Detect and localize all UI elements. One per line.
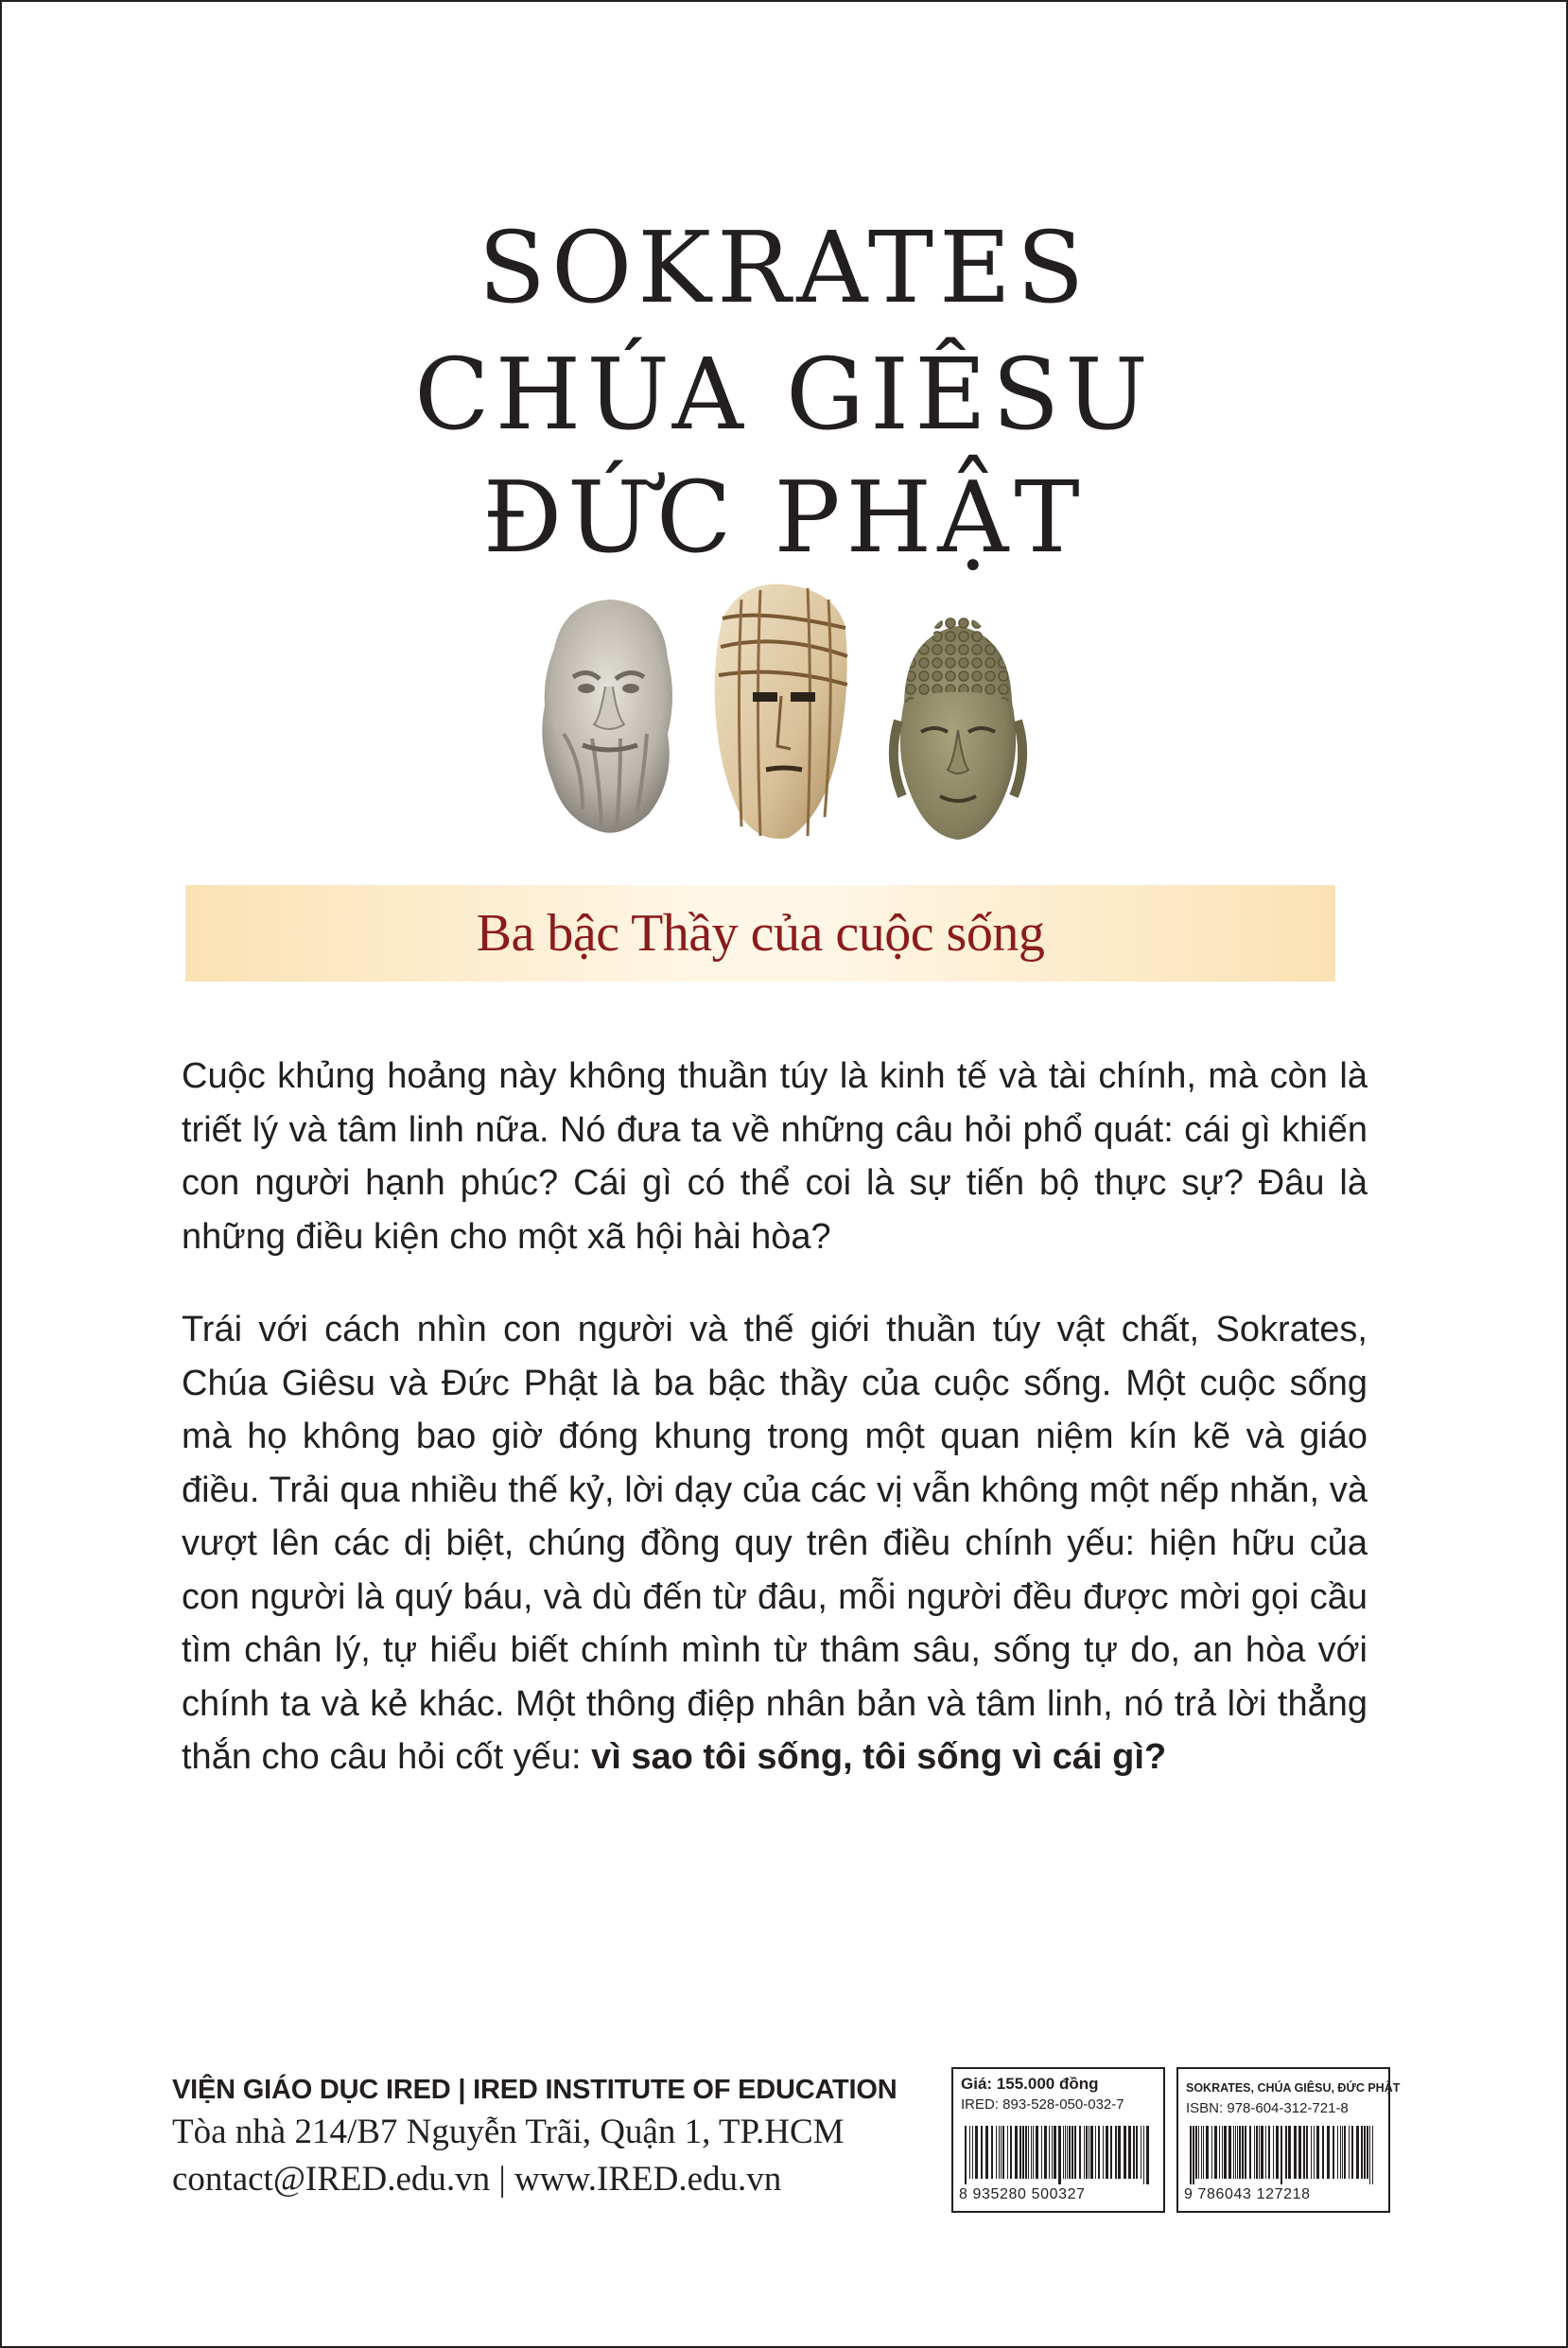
barcode-stripe (1124, 2126, 1126, 2179)
barcode-stripe (1316, 2126, 1319, 2179)
barcode-stripe (1128, 2126, 1131, 2179)
barcode-stripe (1002, 2126, 1004, 2179)
barcode-stripe (991, 2126, 993, 2179)
barcode-stripe (1235, 2126, 1236, 2179)
barcode-stripe (1198, 2126, 1199, 2179)
publisher-block (172, 2071, 929, 2203)
barcode-stripe (1206, 2126, 1209, 2179)
three-heads-illustration (0, 581, 1568, 845)
barcode-stripe (1367, 2126, 1368, 2179)
barcode-stripe (1372, 2126, 1373, 2184)
barcode-stripe (1268, 2126, 1270, 2179)
barcode-stripe (1028, 2126, 1029, 2179)
sokrates-bust-icon (526, 592, 687, 838)
barcode-stripe (1010, 2126, 1012, 2179)
barcode-stripe (1001, 2126, 1002, 2179)
barcode-stripe (972, 2126, 973, 2179)
barcode-stripe (1361, 2126, 1363, 2179)
subtitle-text: Ba bậc Thầy của cuộc sống (476, 904, 1045, 963)
barcode-stripe (1327, 2126, 1330, 2179)
barcode-stripe (1311, 2126, 1312, 2179)
barcode-digits: 9 786043 127218 (1184, 2186, 1311, 2202)
barcode-stripe (1256, 2126, 1258, 2179)
barcode-stripe (1041, 2126, 1042, 2179)
barcode-stripe (1031, 2126, 1032, 2179)
isbn-barcode (1176, 2067, 1401, 2213)
barcode-stripe (1007, 2126, 1008, 2179)
barcode-stripe (1069, 2126, 1071, 2179)
description-paragraph-2 (182, 1303, 1368, 1784)
price-label: Giá: 155.000 đồng (961, 2075, 1099, 2093)
barcode-stripe (1254, 2126, 1255, 2179)
barcode-stripe (965, 2126, 967, 2184)
barcode-stripe (1022, 2126, 1024, 2179)
barcode-bars-icon (1188, 2126, 1377, 2184)
barcode-stripe (1136, 2126, 1138, 2179)
barcode-stripe (981, 2126, 983, 2179)
barcode-stripe (1033, 2126, 1034, 2179)
barcode-stripe (1261, 2126, 1263, 2179)
barcode-stripe (1344, 2126, 1346, 2179)
barcode-stripe (1242, 2126, 1244, 2179)
publisher-address: Tòa nhà 214/B7 Nguyễn Trãi, Quận 1, TP.HCM (172, 2113, 845, 2151)
barcode-stripe (1106, 2126, 1108, 2179)
barcode-stripe (1281, 2126, 1282, 2184)
isbn-code: ISBN: 978-604-312-721-8 (1186, 2100, 1349, 2116)
buddha-stone-head-icon (878, 617, 1038, 844)
barcode-stripe (1079, 2126, 1081, 2179)
barcode-stripe (1058, 2126, 1061, 2184)
barcode-stripe (1237, 2126, 1238, 2179)
subtitle-banner (185, 885, 1335, 982)
barcode-stripe (1349, 2126, 1350, 2179)
barcode-stripe (1288, 2126, 1291, 2179)
barcode-stripe (1276, 2126, 1279, 2179)
barcode-stripe (1342, 2126, 1343, 2179)
barcode-stripe (1245, 2126, 1246, 2179)
barcode-stripe (1201, 2126, 1202, 2179)
barcode-stripe (1190, 2126, 1192, 2184)
barcode-stripe (1086, 2126, 1088, 2179)
paragraph-2-bold-question: vì sao tôi sống, tôi sống vì cái gì? (591, 1737, 1167, 1777)
barcode-stripe (1049, 2126, 1050, 2179)
barcode-stripe (1265, 2126, 1266, 2179)
barcode-digits: 8 935280 500327 (959, 2186, 1086, 2202)
barcode-stripe (999, 2126, 1000, 2179)
barcode-stripe (1219, 2126, 1220, 2179)
barcode-stripe (1044, 2126, 1047, 2179)
barcode-stripe (1294, 2126, 1297, 2179)
barcode-stripe (969, 2126, 970, 2179)
barcode-stripe (1364, 2126, 1366, 2179)
barcode-stripe (1195, 2126, 1197, 2179)
barcode-stripe (1025, 2126, 1027, 2179)
barcode-stripe (1052, 2126, 1053, 2179)
barcode-stripe (1224, 2126, 1227, 2179)
barcode-stripe (1098, 2126, 1100, 2179)
barcode-stripe (1298, 2126, 1301, 2179)
barcode-stripe (1115, 2126, 1117, 2179)
barcode-stripe (1303, 2126, 1305, 2179)
barcode-stripe (1214, 2126, 1217, 2179)
barcode-stripe (1065, 2126, 1066, 2179)
barcode-stripe (1071, 2126, 1073, 2179)
barcode-stripe (1222, 2126, 1223, 2179)
barcode-stripe (1211, 2126, 1212, 2179)
barcode-stripe (1337, 2126, 1338, 2179)
barcode-stripe (1146, 2126, 1149, 2184)
description-paragraph-1: Cuộc khủng hoảng này không thuần túy là kinh tế và tài chính, mà còn là triết lý và tâm linh nữa. Nó đưa ta về những câu hỏi phổ quát: cái gì khiến con người hạnh phúc? Cái gì có thể coi là sự tiến bộ thực sự? Đâu là những điều kiện cho một xã hội hài hòa? (182, 1056, 1368, 1257)
barcode-stripe (1067, 2126, 1068, 2179)
barcode-stripe (1143, 2126, 1144, 2184)
barcode-stripe (1203, 2126, 1204, 2179)
publisher-contact: contact@IRED.edu.vn | www.IRED.edu.vn (172, 2160, 782, 2199)
barcode-stripe (1036, 2126, 1038, 2179)
barcode-stripe (1133, 2126, 1135, 2179)
barcode-bars-icon (963, 2126, 1152, 2184)
barcode-stripe (985, 2126, 988, 2179)
barcode-stripe (1103, 2126, 1104, 2179)
barcode-stripe (1063, 2126, 1064, 2179)
barcode-stripe (1084, 2126, 1085, 2179)
barcode-stripe (1322, 2126, 1324, 2179)
barcode-stripe (1019, 2126, 1021, 2179)
barcode-stripe (1110, 2126, 1112, 2179)
barcode-stripe (1193, 2126, 1194, 2184)
barcode-stripe (1351, 2126, 1353, 2179)
barcode-stripe (1306, 2126, 1308, 2179)
barcode-stripe (1249, 2126, 1251, 2179)
barcode-stripe (996, 2126, 997, 2179)
barcode-stripe (975, 2126, 978, 2179)
barcode-stripe (1340, 2126, 1341, 2179)
barcode-stripe (1074, 2126, 1076, 2179)
barcode-stripe (1369, 2126, 1370, 2184)
barcode-stripe (1273, 2126, 1274, 2179)
barcode-stripe (1118, 2126, 1121, 2179)
ired-code: IRED: 893-528-050-032-7 (961, 2096, 1124, 2113)
book-title-label: SOKRATES, CHÚA GIÊSU, ĐỨC PHẬT (1186, 2081, 1401, 2095)
barcode-stripe (1015, 2126, 1018, 2179)
barcode-stripe (1333, 2126, 1334, 2179)
title-line-2: CHÚA GIÊSU (414, 337, 1154, 452)
barcode-stripe (1356, 2126, 1359, 2179)
barcode-stripe (1259, 2126, 1260, 2179)
barcode-stripe (1285, 2126, 1287, 2179)
jesus-ivory-head-icon (704, 581, 855, 845)
barcode-stripe (1095, 2126, 1096, 2179)
barcode-stripe (1233, 2126, 1234, 2179)
price-barcode (951, 2067, 1165, 2213)
barcode-stripe (1054, 2126, 1056, 2179)
barcode-stripe (1228, 2126, 1231, 2179)
barcode-stripe (1239, 2126, 1241, 2179)
paragraph-2-text: Trái với cách nhìn con người và thế giới thuần túy vật chất, Sokrates, Chúa Giêsu và Đức Phật là ba bậc thầy của cuộc sống. Một cuộc sống mà họ không bao giờ đóng khung trong một quan niệm kín kẽ và giáo điều. Trải qua nhiều thế kỷ, lời dạy của các vị vẫn không một nếp nhăn, và vượt lên các dị biệt, chúng đồng quy trên điều chính yếu: hiện hữu của con người là quý báu, và dù đến từ đâu, mỗi người đều được mời gọi cầu tìm chân lý, tự hiểu biết chính mình từ thâm sâu, sống tự do, an hòa với chính ta và kẻ khác. Một thông điệp nhân bản và tâm linh, nó trả lời thẳng thắn cho câu hỏi cốt yếu: (182, 1310, 1368, 1777)
title-line-1: SOKRATES (478, 210, 1090, 325)
title-line-3: ĐỨC PHẬT (482, 460, 1086, 575)
publisher-name: VIỆN GIÁO DỤC IRED | IRED INSTITUTE OF EDUCATION (172, 2075, 897, 2105)
barcode-stripe (1314, 2126, 1315, 2179)
barcode-stripe (1090, 2126, 1093, 2179)
